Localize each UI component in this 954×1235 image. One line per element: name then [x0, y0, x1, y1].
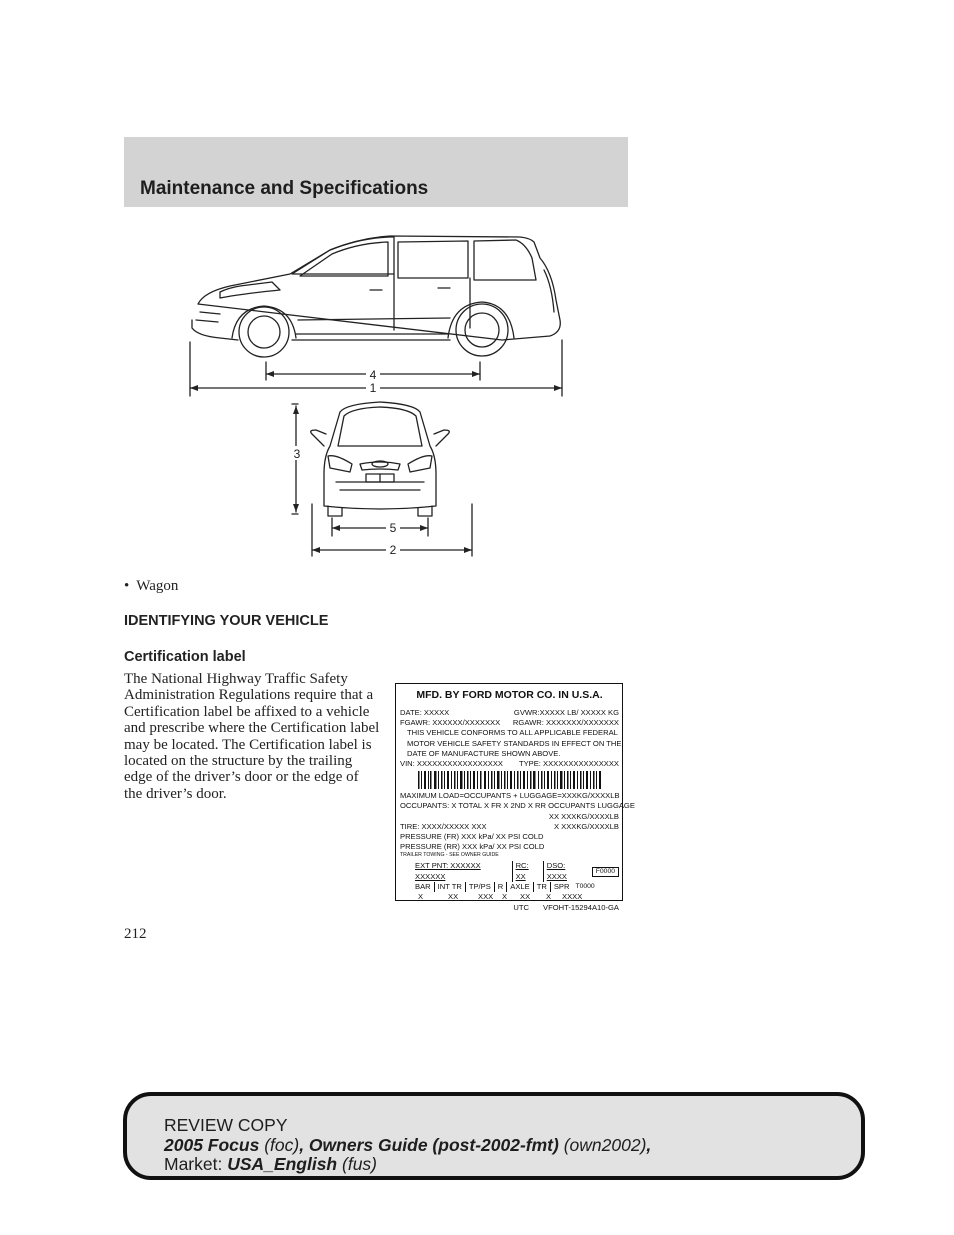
- label-code-1: F0000: [592, 867, 619, 877]
- dimension-label-1: 1: [369, 381, 377, 395]
- label-value-int-tr: XX: [448, 892, 459, 902]
- label-title: MFD. BY FORD MOTOR CO. IN U.S.A.: [416, 689, 603, 701]
- review-copy-footer: [123, 1092, 865, 1180]
- footer-model-code: (foc): [264, 1134, 300, 1155]
- footer-text: [164, 1116, 651, 1175]
- label-value-r: X: [502, 892, 508, 902]
- label-gvwr: GVWR:XXXXX LB/ XXXXX KG: [513, 708, 619, 717]
- footer-line-model: [164, 1136, 651, 1156]
- label-vin: VIN: XXXXXXXXXXXXXXXXX: [400, 759, 503, 769]
- section-header-band: [124, 137, 628, 207]
- footer-line-review: REVIEW COPY: [164, 1115, 288, 1135]
- label-rgawr: RGAWR: XXXXXXX/XXXXXXX: [512, 718, 619, 728]
- label-date: DATE: XXXXX: [400, 708, 450, 717]
- label-utc: UTC: [513, 903, 530, 913]
- footer-market: USA_English: [227, 1154, 338, 1174]
- label-value-spr: XXXX: [562, 892, 583, 902]
- label-trailer-towing: TRAILER TOWING - SEE OWNER GUIDE: [400, 852, 499, 859]
- section-title: Maintenance and Specifications: [140, 178, 429, 199]
- vin-barcode: [400, 770, 619, 790]
- label-type: TYPE: XXXXXXXXXXXXXXX: [518, 759, 619, 769]
- label-pressure-front: PRESSURE (FR) XXX kPa/ XX PSI COLD: [400, 832, 544, 842]
- label-fgawr: FGAWR: XXXXXX/XXXXXXX: [400, 718, 501, 728]
- label-value-tp-ps: XXX: [478, 892, 494, 902]
- footer-line-market: [164, 1155, 651, 1175]
- bullet-text: Wagon: [136, 578, 179, 594]
- label-occupant-values-2: X XXXKG/XXXXLB: [554, 821, 619, 831]
- dimension-label-5: 5: [389, 521, 397, 535]
- label-conform-line-2: MOTOR VEHICLE SAFETY STANDARDS IN EFFECT ON THE: [407, 738, 622, 748]
- footer-guide: , Owners Guide (post-2002-fmt): [299, 1134, 559, 1155]
- label-code-2: T0000: [575, 882, 595, 890]
- label-value-bar: X: [418, 892, 424, 902]
- vehicle-dimension-figure: [180, 224, 570, 564]
- label-part-number: VFOHT-15294A10-GA: [543, 903, 619, 913]
- label-header-int-tr: INT TR: [435, 882, 466, 892]
- label-conform-line-3: DATE OF MANUFACTURE SHOWN ABOVE.: [407, 748, 561, 758]
- label-value-tr: X: [546, 892, 552, 902]
- dimension-label-2: 2: [389, 543, 397, 557]
- label-occupant-values-1: XX XXXKG/XXXXLB: [548, 811, 619, 821]
- label-header-tp-ps: TP/PS: [466, 882, 495, 892]
- label-max-load: MAXIMUM LOAD=OCCUPANTS + LUGGAGE=XXXKG/XXXXLB: [400, 791, 620, 801]
- bullet-dot: •: [124, 578, 130, 594]
- certification-label-illustration: [395, 683, 635, 913]
- label-pressure-rear: PRESSURE (RR) XXX kPa/ XX PSI COLD: [400, 842, 545, 852]
- label-conform-line-1: THIS VEHICLE CONFORMS TO ALL APPLICABLE FEDERAL: [407, 728, 618, 738]
- body-paragraph: The National Highway Traffic Safety Administration Regulations require that a Certification label be affixed to a vehicle and prescribe where the Certification label may be located. The Certification label is located on the structure by the trailing edge of the driver’s door or the edge of the driver’s door.: [124, 671, 380, 802]
- barcode-graphic: [400, 771, 610, 789]
- label-header-r: R: [495, 882, 507, 892]
- label-plant-codes: [412, 861, 619, 902]
- footer-guide-code: (own2002): [563, 1134, 647, 1155]
- footer-model: 2005 Focus: [164, 1134, 260, 1155]
- label-ext-pnt: EXT PNT: XXXXXX XXXXXX: [412, 861, 513, 881]
- dimension-label-3: 3: [293, 447, 301, 461]
- label-dso: DSO: XXXX: [546, 861, 567, 881]
- section-heading: IDENTIFYING YOUR VEHICLE: [124, 613, 329, 629]
- label-rc: RC: XX: [513, 861, 544, 881]
- footer-market-code: (fus): [342, 1154, 377, 1174]
- subsection-heading: Certification label: [124, 649, 246, 665]
- label-header-bar: BAR: [412, 882, 435, 892]
- label-header-spr: SPR: [553, 881, 570, 891]
- wagon-front-outline: [324, 402, 436, 509]
- dimension-label-4: 4: [369, 368, 377, 382]
- label-header-axle: AXLE: [507, 882, 533, 892]
- label-tire: TIRE: XXXX/XXXXX XXX: [400, 821, 487, 831]
- bullet-item: [124, 578, 178, 595]
- label-occupants: OCCUPANTS: X TOTAL X FR X 2ND X RR OCCUPANTS LUGGAGE: [400, 801, 635, 811]
- footer-market-label: Market:: [164, 1154, 223, 1174]
- wagon-side-outline: [192, 236, 560, 340]
- label-header-tr: TR: [534, 882, 551, 892]
- label-value-axle: XX: [520, 892, 531, 902]
- footer-comma: ,: [646, 1134, 652, 1155]
- page-number: 212: [124, 926, 147, 942]
